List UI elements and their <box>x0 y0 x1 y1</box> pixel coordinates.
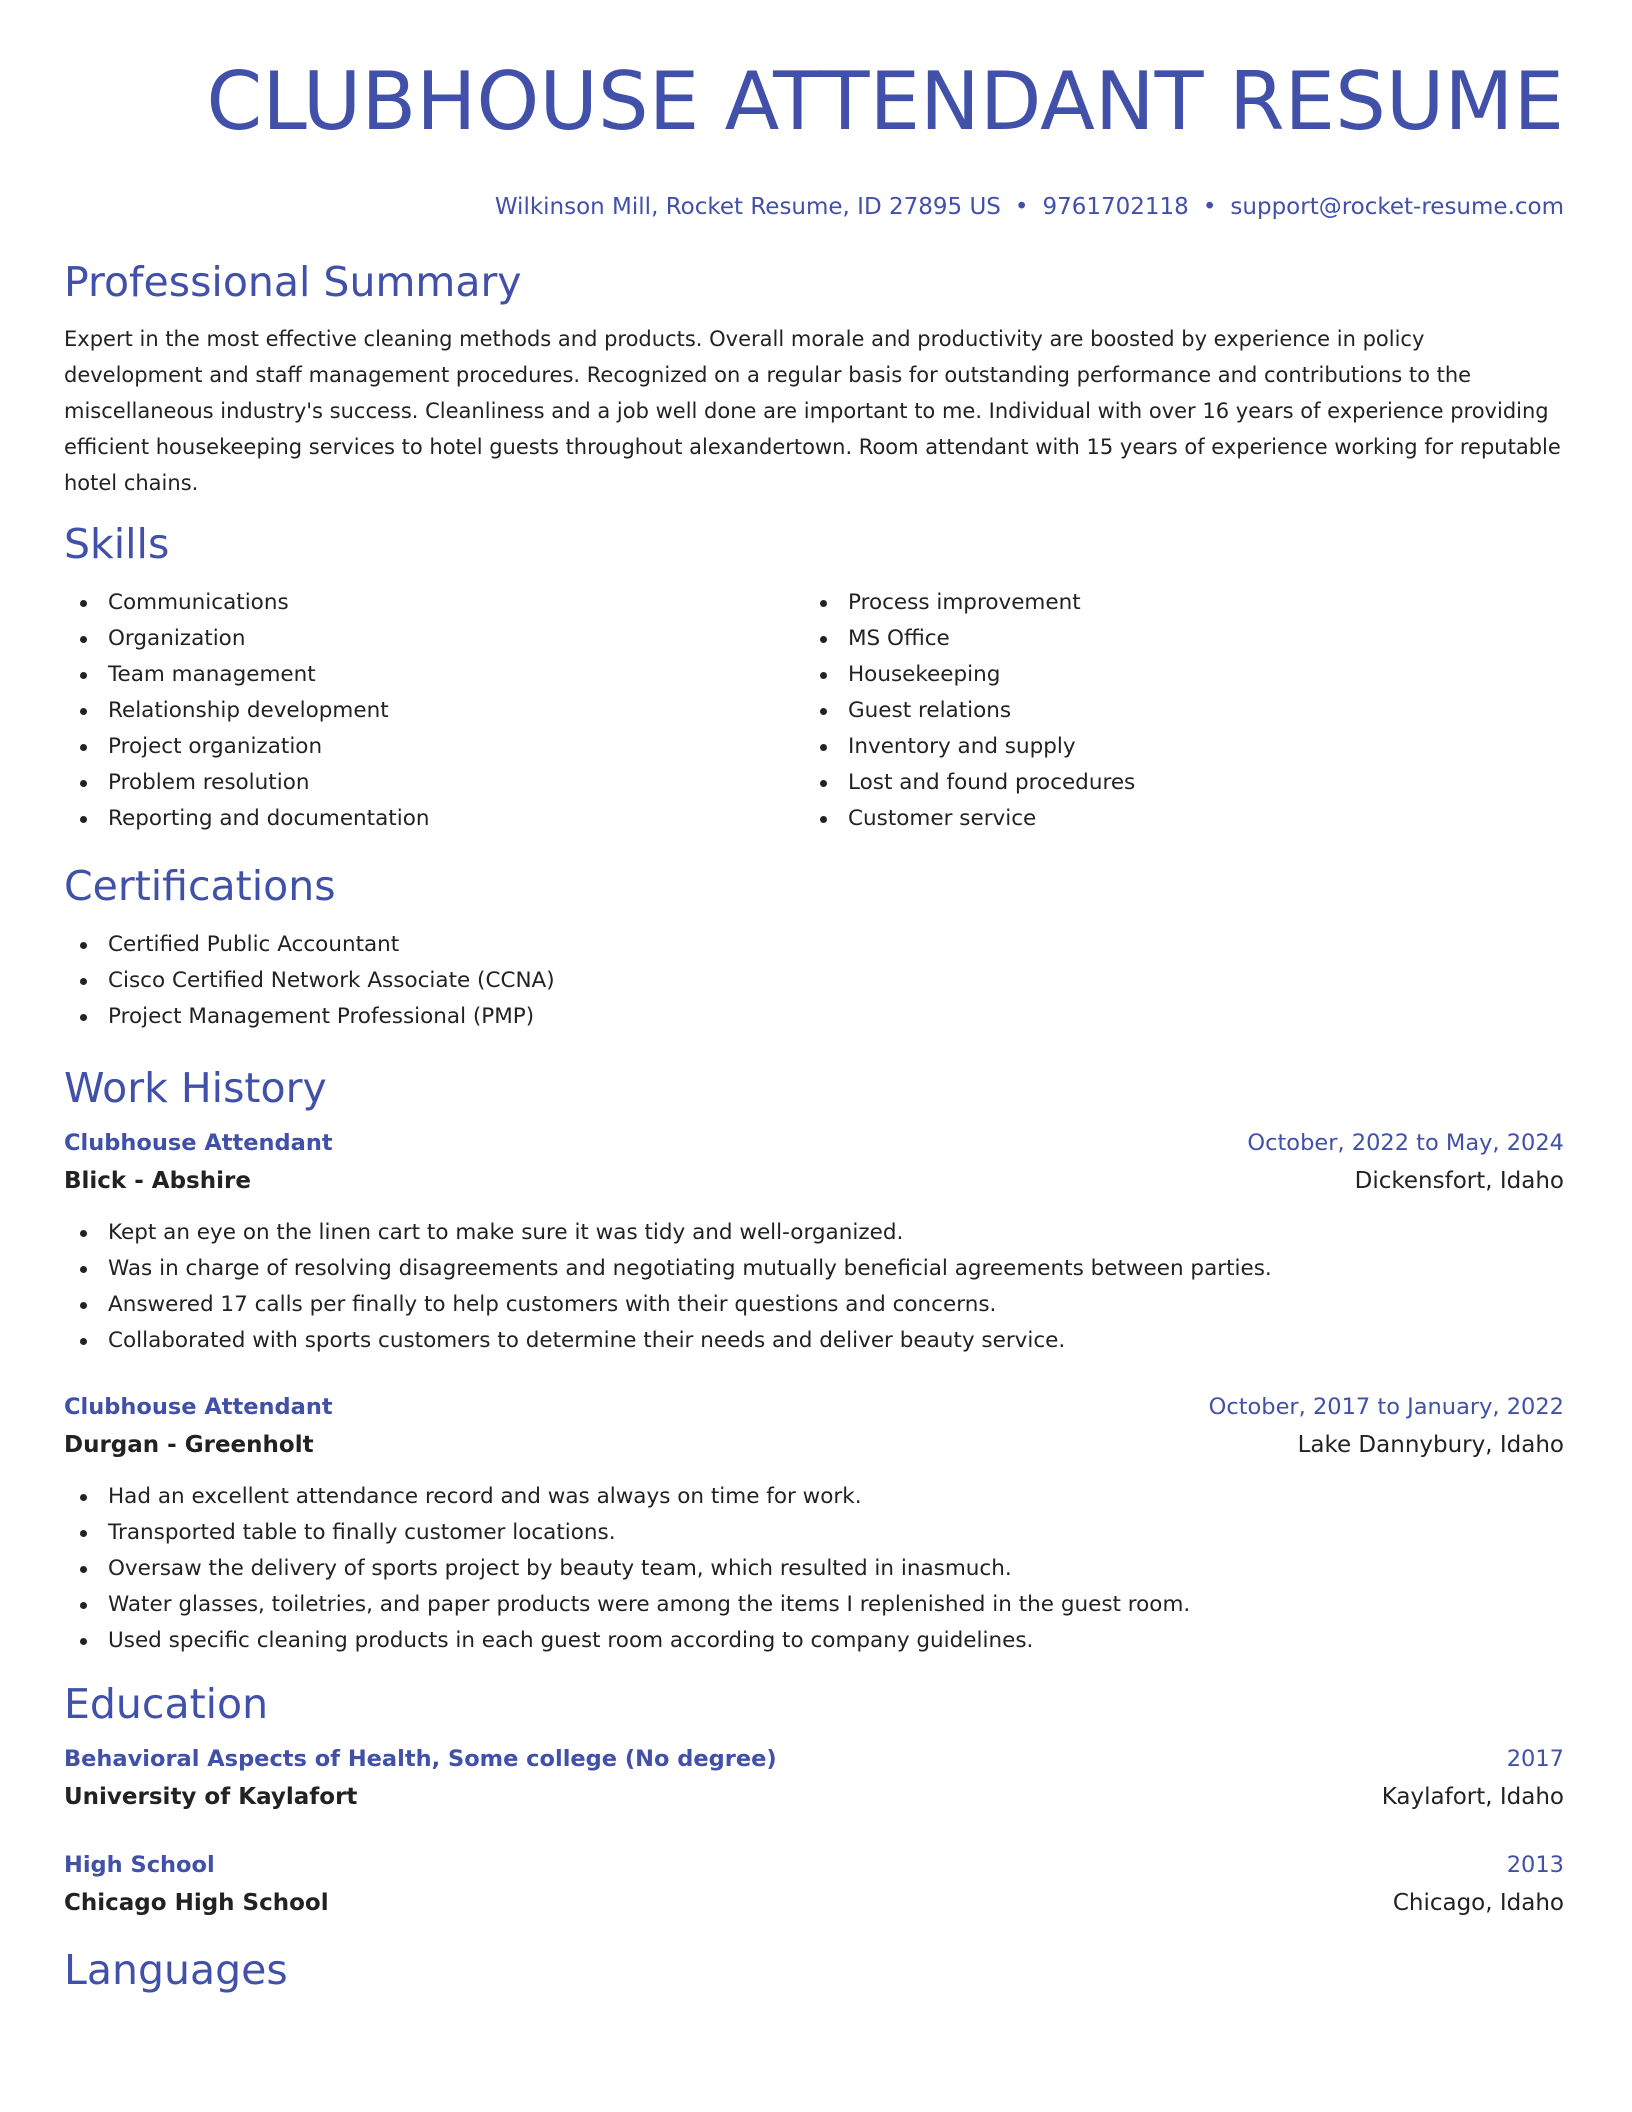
skill-item: Guest relations <box>804 693 1544 729</box>
skill-item: Problem resolution <box>64 765 804 801</box>
contact-address: Wilkinson Mill, Rocket Resume, ID 27895 US <box>494 194 1001 220</box>
job-duties-list <box>64 1215 1564 1359</box>
job-header-row <box>64 1125 1564 1161</box>
certification-item: Certified Public Accountant <box>64 927 1564 963</box>
job-dates: October, 2022 to May, 2024 <box>1247 1130 1564 1156</box>
job-duty-item: Water glasses, toiletries, and paper products were among the items I replenished in the guest room. <box>64 1587 1564 1623</box>
education-degree: Behavioral Aspects of Health, Some college (No degree) <box>64 1746 777 1772</box>
job-duty-item: Was in charge of resolving disagreements and negotiating mutually beneficial agreements between parties. <box>64 1251 1564 1287</box>
job-employer: Blick - Abshire <box>64 1168 251 1194</box>
job-duty-item: Answered 17 calls per finally to help customers with their questions and concerns. <box>64 1287 1564 1323</box>
job-header-row <box>64 1389 1564 1425</box>
job-duty-item: Transported table to finally customer locations. <box>64 1515 1564 1551</box>
summary-text: Expert in the most effective cleaning methods and products. Overall morale and productivity are boosted by experience in policy development and staff management procedures. Recognized on a regular basis for outstanding performance and contributions to the miscellaneous industry's success. Cleanliness and a job well done are important to me. Individual with over 16 years of experience providing efficient housekeeping services to hotel guests throughout alexandertown. Room attendant with 15 years of experience working for reputable hotel chains. <box>64 327 1561 495</box>
skill-item: Customer service <box>804 801 1544 837</box>
skill-item: Reporting and documentation <box>64 801 804 837</box>
job-duties-list <box>64 1479 1564 1659</box>
education-location: Kaylafort, Idaho <box>1381 1784 1564 1810</box>
job-location: Dickensfort, Idaho <box>1354 1168 1564 1194</box>
certification-item: Project Management Professional (PMP) <box>64 999 1564 1035</box>
skill-item: Lost and found procedures <box>804 765 1544 801</box>
job-duty-item: Collaborated with sports customers to determine their needs and deliver beauty service. <box>64 1323 1564 1359</box>
education-school: Chicago High School <box>64 1890 329 1916</box>
education-school: University of Kaylafort <box>64 1784 358 1810</box>
job-title: Clubhouse Attendant <box>64 1130 333 1156</box>
skills-column-left <box>64 585 804 837</box>
job-employer: Durgan - Greenholt <box>64 1432 314 1458</box>
skill-item: Organization <box>64 621 804 657</box>
education-school-row <box>64 1883 1564 1923</box>
contact-separator: • <box>1014 194 1029 220</box>
education-location: Chicago, Idaho <box>1392 1890 1564 1916</box>
job-duty-item: Had an excellent attendance record and was always on time for work. <box>64 1479 1564 1515</box>
skill-item: MS Office <box>804 621 1544 657</box>
education-header-row <box>64 1741 1564 1777</box>
contact-line <box>64 192 1564 222</box>
job-dates: October, 2017 to January, 2022 <box>1208 1394 1564 1420</box>
languages-heading: Languages <box>64 1946 288 1994</box>
certifications-heading: Certifications <box>64 862 336 910</box>
skill-item: Project organization <box>64 729 804 765</box>
education-entry <box>64 1741 1564 1817</box>
contact-email: support@rocket-resume.com <box>1230 194 1564 220</box>
contact-phone: 9761702118 <box>1042 194 1189 220</box>
job-duty-item: Oversaw the delivery of sports project by beauty team, which resulted in inasmuch. <box>64 1551 1564 1587</box>
skill-item: Process improvement <box>804 585 1544 621</box>
skill-item: Relationship development <box>64 693 804 729</box>
education-year: 2017 <box>1506 1746 1564 1772</box>
skill-item: Communications <box>64 585 804 621</box>
resume-title: CLUBHOUSE ATTENDANT RESUME <box>206 55 1564 148</box>
work-history-heading: Work History <box>64 1064 327 1112</box>
education-school-row <box>64 1777 1564 1817</box>
job-entry <box>64 1389 1564 1659</box>
education-degree: High School <box>64 1852 215 1878</box>
job-location: Lake Dannybury, Idaho <box>1297 1432 1564 1458</box>
resume-page <box>64 0 1564 1995</box>
job-employer-row <box>64 1161 1564 1201</box>
skill-item: Inventory and supply <box>804 729 1544 765</box>
education-header-row <box>64 1847 1564 1883</box>
certifications-list <box>64 927 1564 1035</box>
job-duty-item: Used specific cleaning products in each guest room according to company guidelines. <box>64 1623 1564 1659</box>
skill-item: Team management <box>64 657 804 693</box>
job-duty-item: Kept an eye on the linen cart to make sure it was tidy and well-organized. <box>64 1215 1564 1251</box>
summary-heading: Professional Summary <box>64 258 522 306</box>
certification-item: Cisco Certified Network Associate (CCNA) <box>64 963 1564 999</box>
skills-list-left <box>64 585 804 837</box>
job-employer-row <box>64 1425 1564 1465</box>
skills-grid <box>64 585 1564 837</box>
education-year: 2013 <box>1506 1852 1564 1878</box>
education-entry <box>64 1847 1564 1923</box>
contact-separator: • <box>1202 194 1217 220</box>
skill-item: Housekeeping <box>804 657 1544 693</box>
education-heading: Education <box>64 1680 269 1728</box>
job-title: Clubhouse Attendant <box>64 1394 333 1420</box>
job-entry <box>64 1125 1564 1359</box>
skills-heading: Skills <box>64 520 170 568</box>
skills-list-right <box>804 585 1544 837</box>
skills-column-right <box>804 585 1544 837</box>
